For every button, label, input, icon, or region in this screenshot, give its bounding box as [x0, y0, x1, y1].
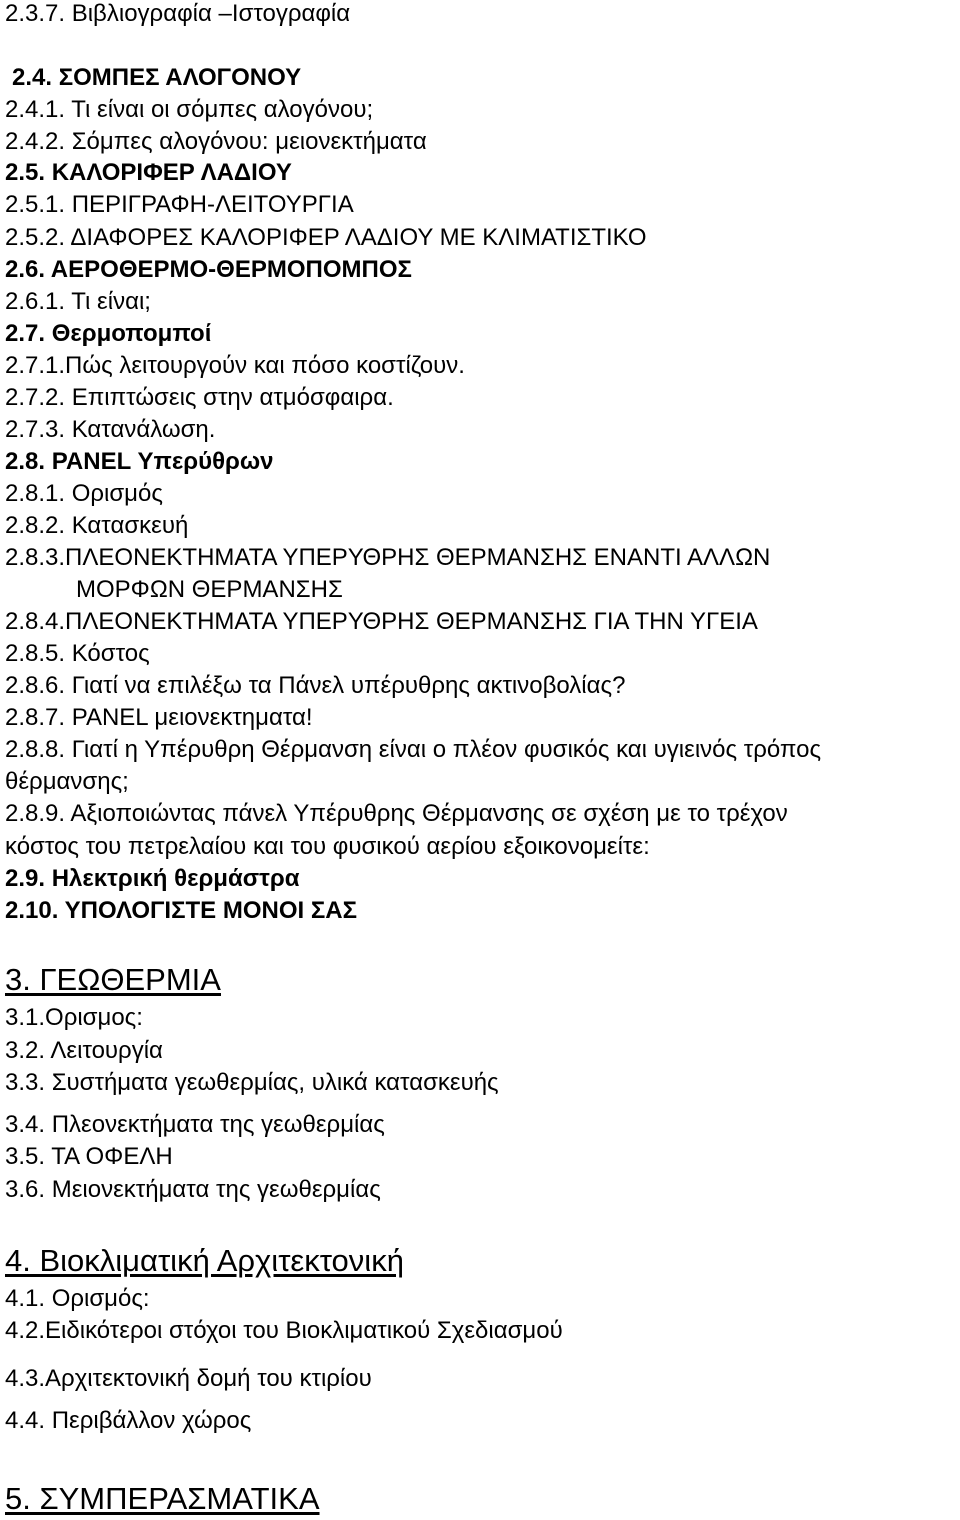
toc-entry-3-2: 3.2. Λειτουργία: [5, 1037, 163, 1064]
toc-entry-2-8-7: 2.8.7. PANEL μειονεκτηματα!: [5, 704, 313, 731]
toc-entry-4-1: 4.1. Ορισμός:: [5, 1285, 150, 1312]
toc-entry-2-8-9-continued: κόστος του πετρελαίου και του φυσικού αερίου εξοικονομείτε:: [5, 833, 650, 860]
toc-entry-4-3: 4.3.Αρχιτεκτονική δομή του κτιρίου: [5, 1365, 372, 1392]
toc-entry-2-8-4: 2.8.4.ΠΛΕΟΝΕΚΤΗΜΑΤΑ ΥΠΕΡΥΘΡΗΣ ΘΕΡΜΑΝΣΗΣ ΓΙΑ ΤΗΝ ΥΓΕΙΑ: [5, 608, 758, 635]
toc-section-2-5: 2.5. ΚΑΛΟΡΙΦΕΡ ΛΑΔΙΟΥ: [5, 159, 292, 186]
toc-section-2-7: 2.7. Θερμοπομποί: [5, 320, 212, 347]
toc-entry-2-8-8-continued: θέρμανσης;: [5, 768, 129, 795]
toc-entry-2-8-9: 2.8.9. Αξιοποιώντας πάνελ Υπέρυθρης Θέρμανσης σε σχέση με το τρέχον: [5, 800, 788, 827]
toc-entry-3-3: 3.3. Συστήματα γεωθερμίας, υλικά κατασκευής: [5, 1069, 499, 1096]
toc-section-2-10: 2.10. ΥΠΟΛΟΓΙΣΤΕ ΜΟΝΟΙ ΣΑΣ: [5, 897, 357, 924]
toc-entry-2-8-1: 2.8.1. Ορισμός: [5, 480, 163, 507]
toc-entry-2-8-3: 2.8.3.ΠΛΕΟΝΕΚΤΗΜΑΤΑ ΥΠΕΡΥΘΡΗΣ ΘΕΡΜΑΝΣΗΣ ΕΝΑΝΤΙ ΑΛΛΩΝ: [5, 544, 771, 571]
toc-entry-3-1: 3.1.Ορισμος:: [5, 1004, 143, 1031]
toc-entry-3-4: 3.4. Πλεονεκτήματα της γεωθερμίας: [5, 1111, 385, 1138]
toc-section-2-4: 2.4. ΣΟΜΠΕΣ ΑΛΟΓΟΝΟΥ: [12, 64, 302, 91]
toc-entry-3-6: 3.6. Μειονεκτήματα της γεωθερμίας: [5, 1176, 381, 1203]
toc-section-2-8: 2.8. PANEL Υπερύθρων: [5, 448, 274, 475]
toc-chapter-5: 5. ΣΥΜΠΕΡΑΣΜΑΤΙΚΑ: [5, 1481, 320, 1516]
toc-entry-2-3-7: 2.3.7. Βιβλιογραφία –Ιστογραφία: [5, 0, 351, 27]
toc-entry-2-8-6: 2.8.6. Γιατί να επιλέξω τα Πάνελ υπέρυθρης ακτινοβολίας?: [5, 672, 626, 699]
toc-chapter-3: 3. ΓΕΩΘΕΡΜΙΑ: [5, 962, 221, 997]
toc-chapter-4: 4. Βιοκλιματική Αρχιτεκτονική: [5, 1243, 404, 1278]
toc-entry-2-5-1: 2.5.1. ΠΕΡΙΓΡΑΦΗ-ΛΕΙΤΟΥΡΓΙΑ: [5, 191, 354, 218]
toc-entry-2-7-2: 2.7.2. Επιπτώσεις στην ατμόσφαιρα.: [5, 384, 394, 411]
toc-entry-2-8-2: 2.8.2. Κατασκευή: [5, 512, 189, 539]
toc-entry-2-8-8: 2.8.8. Γιατί η Υπέρυθρη Θέρμανση είναι ο πλέον φυσικός και υγιεινός τρόπος: [5, 736, 822, 763]
toc-entry-2-8-3-continued: ΜΟΡΦΩΝ ΘΕΡΜΑΝΣΗΣ: [76, 576, 343, 603]
toc-entry-2-4-1: 2.4.1. Τι είναι οι σόμπες αλογόνου;: [5, 96, 374, 123]
toc-entry-4-4: 4.4. Περιβάλλον χώρος: [5, 1407, 252, 1434]
toc-entry-2-8-5: 2.8.5. Κόστος: [5, 640, 150, 667]
toc-section-2-6: 2.6. ΑΕΡΟΘΕΡΜΟ-ΘΕΡΜΟΠΟΜΠΟΣ: [5, 256, 412, 283]
toc-entry-2-5-2: 2.5.2. ΔΙΑΦΟΡΕΣ ΚΑΛΟΡΙΦΕΡ ΛΑΔΙΟΥ ΜΕ ΚΛΙΜΑΤΙΣΤΙΚΟ: [5, 224, 647, 251]
toc-entry-2-7-1: 2.7.1.Πώς λειτουργούν και πόσο κοστίζουν.: [5, 352, 465, 379]
toc-entry-2-6-1: 2.6.1. Τι είναι;: [5, 288, 151, 315]
toc-entry-2-4-2: 2.4.2. Σόμπες αλογόνου: μειονεκτήματα: [5, 128, 427, 155]
toc-entry-2-7-3: 2.7.3. Κατανάλωση.: [5, 416, 216, 443]
toc-entry-4-2: 4.2.Ειδικότεροι στόχοι του Βιοκλιματικού Σχεδιασμού: [5, 1317, 563, 1344]
toc-entry-3-5: 3.5. ΤΑ ΟΦΕΛΗ: [5, 1143, 173, 1170]
toc-section-2-9: 2.9. Ηλεκτρική θερμάστρα: [5, 865, 300, 892]
